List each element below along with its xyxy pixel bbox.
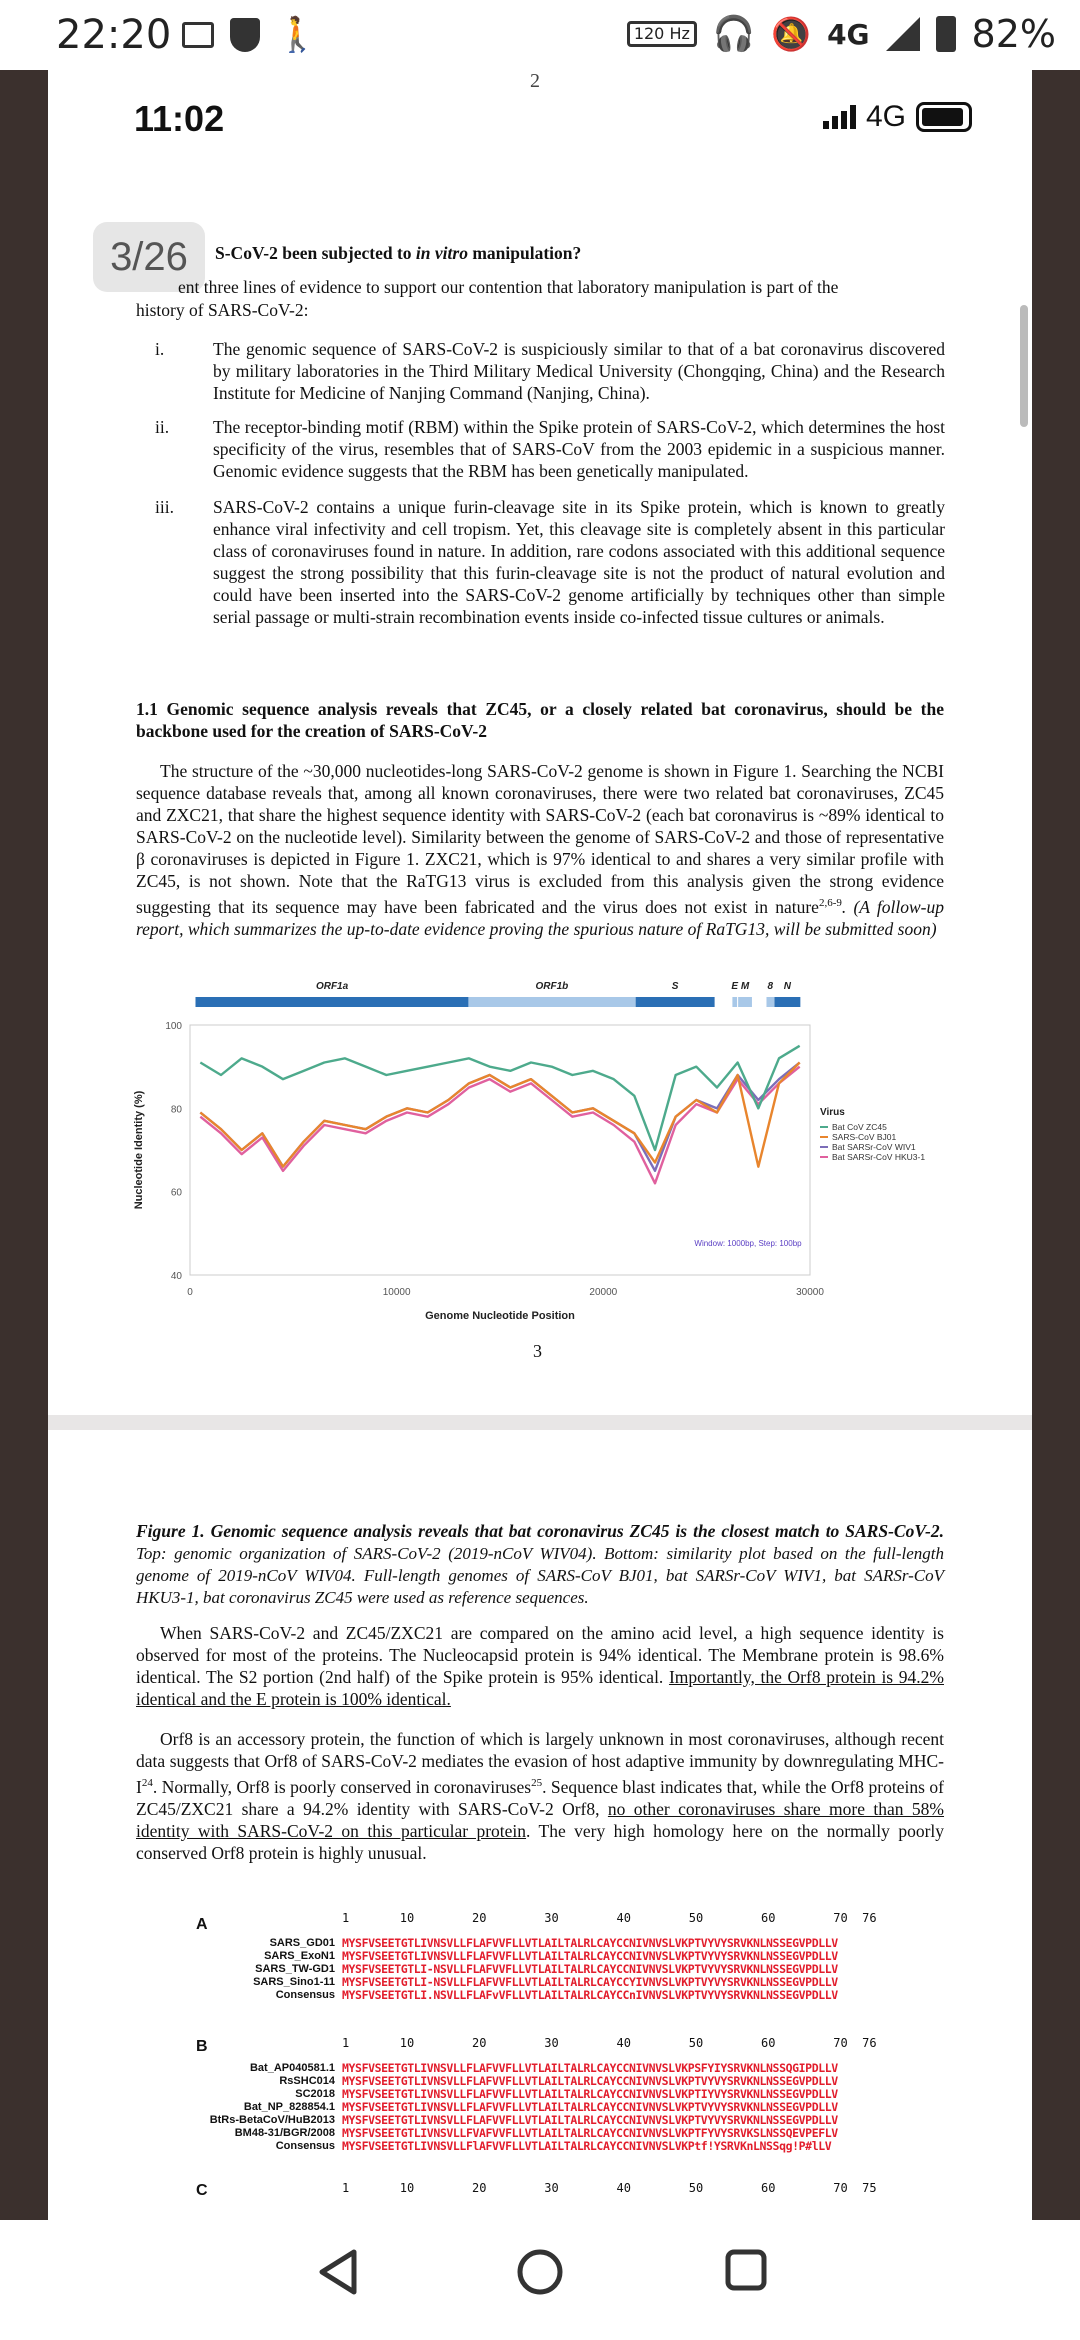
gene-bar bbox=[468, 997, 635, 1007]
figure-caption bbox=[136, 1520, 944, 1609]
sequence-row: MYSFVSEETGTLI-NSVLLFLAFVVFLLVTLAILTALRLCAYCCNIVNVSLVKPTVYVYSRVKNLNSSEGVPDLLV bbox=[342, 1962, 838, 1976]
gene-label: ORF1a bbox=[315, 981, 349, 992]
paragraph-text: Orf8 is an accessory protein, the function of which is largely unknown in most coronaviruses, although recent data suggests that Orf8 of SARS-CoV-2 mediates the evasion of host adaptive immunity by downregulating MHC-I bbox=[136, 1729, 944, 1797]
citation: 25 bbox=[531, 1777, 543, 1789]
group-letter: B bbox=[196, 2038, 208, 2055]
list-text: SARS-CoV-2 contains a unique furin-cleavage site in its Spike protein, which is known to greatly enhance viral infectivity and cell tropism. Yet, this cleavage site is completely absent in this particular class of coronaviruses found in nature. In addition, rare codons associated with this additional sequence suggest the strong possibility that this furin-cleavage site is not the product of natural evolution and could have been inserted into the SARS-CoV-2 genome artificially by techniques other than simple serial passage or multi-strain recombination events inside co-infected tissue cultures or animals. bbox=[213, 497, 945, 627]
heading-text: S-CoV-2 been subjected to bbox=[215, 243, 416, 263]
intro-line-2: history of SARS-CoV-2: bbox=[136, 300, 309, 320]
paragraph-text: . Sequence blast indicates that, while the Orf8 proteins of ZC45/ZXC21 share a 94.2% identity with SARS-CoV-2 Orf8, bbox=[136, 1776, 944, 1819]
group-letter: A bbox=[196, 1916, 208, 1933]
inner-signal-icon bbox=[823, 105, 856, 129]
battery-icon bbox=[936, 16, 956, 52]
legend-title: Virus bbox=[820, 1107, 845, 1118]
home-button[interactable] bbox=[516, 2248, 564, 2301]
paragraph-text: . Normally, Orf8 is poorly conserved in coronaviruses bbox=[152, 1776, 532, 1797]
sequence-row: MYSFVSEETGTLIVNSVLLFLAFVVFLLVTLAILTALRLCAYCCNIVNVSLVKPTVYVYSRVKNLNSSEGVPDLLV bbox=[342, 2113, 838, 2127]
sequence-row: MYSFVSEETGTLIVNSVLLFLAFVVFLLVTLAILTALRLCAYCCNIVNVSLVKPSFYIYSRVKNLNSSQGIPDLLV bbox=[342, 2061, 838, 2075]
sequence-label: BtRs-BetaCoV/HuB2013 bbox=[209, 2114, 335, 2126]
signal-icon bbox=[886, 17, 920, 51]
list-text: The receptor-binding motif (RBM) within the Spike protein of SARS-CoV-2, which determines the host specificity of the virus, resembles that of SARS-CoV from the 2003 epidemic in a suspicious manner. Genomic evidence suggests that the RBM has been genetically manipulated. bbox=[213, 417, 945, 481]
series-line bbox=[200, 1063, 799, 1167]
section-paragraph bbox=[136, 760, 944, 940]
sequence-row: MYSFVSEETGTLIVNSVLLFLAFVVFLLVTLAILTALRLCAYCCNIVNVSLVKPTVYVYSRVKNLNSSEGVPDLLV bbox=[342, 2074, 838, 2088]
sequence-row: MYSFVSEETGTLIVNSVLLFLAFVVFLLVTLAILTALRLCAYCCNIVNVSLVKPTVYVYSRVKNLNSSEGVPDLLV bbox=[342, 1936, 838, 1950]
gene-bar bbox=[766, 997, 774, 1007]
sequence-label: SC2018 bbox=[295, 2088, 335, 2100]
window-annotation: Window: 1000bp, Step: 100bp bbox=[694, 1238, 802, 1248]
sequence-row: MYSFVSEETGTLIVNSVLLFLAFVVFLLVTLAILTALRLCAYCCNIVNVSLVKPTVYVYSRVKNLNSSEGVPDLLV bbox=[342, 1949, 838, 1963]
status-left-icons bbox=[182, 15, 319, 55]
gene-bar bbox=[732, 997, 737, 1007]
alignment-ruler: 1 10 20 30 40 50 60 70 76 bbox=[342, 2036, 877, 2050]
intro-line-1: ent three lines of evidence to support our contention that laboratory manipulation is part of the bbox=[178, 277, 839, 297]
headset-icon: 🎧 bbox=[712, 14, 756, 54]
paragraph-1 bbox=[136, 1622, 944, 1710]
y-tick-label: 60 bbox=[170, 1187, 182, 1199]
status-bar bbox=[0, 0, 1080, 70]
inner-network: 4G bbox=[865, 100, 906, 133]
gallery-icon bbox=[182, 22, 214, 48]
gene-bar bbox=[774, 997, 800, 1007]
sequence-label: SARS_TW-GD1 bbox=[255, 1963, 335, 1975]
alignment-ruler: 1 10 20 30 40 50 60 70 75 bbox=[342, 2181, 877, 2195]
shield-icon bbox=[230, 18, 260, 52]
navigation-bar bbox=[0, 2220, 1080, 2340]
list-item bbox=[155, 338, 945, 404]
sequence-row: MYSFVSEETGTLIVNSVLLFlAFVVFLLVTLAILTALRLCAYCCNIVNVSLVKPtf!YSRVKnLNSSqg!P#lLV bbox=[342, 2139, 832, 2153]
gene-label: E bbox=[731, 981, 739, 992]
gene-label: N bbox=[783, 981, 791, 992]
gene-label: S bbox=[671, 981, 679, 992]
sequence-row: MYSFVSEETGTLI-NSVLLFLAFVVFLLVTLAILTALRLCAYCCYIVNVSLVKPTVYVYSRVKNLNSSEGVPDLLV bbox=[342, 1975, 838, 1989]
sequence-label: Consensus bbox=[275, 1989, 335, 2001]
back-icon bbox=[318, 2248, 358, 2296]
caption-title: Figure 1. Genomic sequence analysis reveals that bat coronavirus ZC45 is the closest match to SARS-CoV-2. bbox=[136, 1521, 944, 1541]
section-title: 1.1 Genomic sequence analysis reveals that ZC45, or a closely related bat coronavirus, should be the backbone used for the creation of SARS-CoV-2 bbox=[136, 699, 944, 741]
gene-bar bbox=[195, 997, 468, 1007]
x-tick-label: 0 bbox=[187, 1287, 193, 1298]
gene-label: ORF1b bbox=[535, 981, 569, 992]
chart-svg bbox=[130, 955, 990, 1335]
caption-text: Top: genomic organization of SARS-CoV-2 (2019-nCoV WIV04). Bottom: similarity plot based on the full-length genome of 2019-nCoV WIV04. Full-length genomes of SARS-CoV BJ01, bat SARSr-CoV WIV1, bat SARSr-CoV HKU3-1, bat coronavirus ZC45 were used as reference sequences. bbox=[136, 1544, 944, 1607]
recents-button[interactable] bbox=[724, 2248, 768, 2297]
inner-phone-status bbox=[48, 70, 1032, 150]
series-line bbox=[200, 1067, 799, 1184]
group-letter: C bbox=[196, 2182, 208, 2199]
page-number: 3 bbox=[533, 1341, 542, 1361]
legend-entry: Bat SARSr-CoV HKU3-1 bbox=[832, 1152, 926, 1162]
y-axis-label: Nucleotide Identity (%) bbox=[133, 1090, 145, 1210]
gene-bar bbox=[636, 997, 715, 1007]
inner-battery-icon bbox=[916, 102, 972, 132]
walking-icon: 🚶 bbox=[276, 15, 319, 55]
sequence-row: MYSFVSEETGTLIVNSVLLFLAFVVFLLVTLAILTALRLCAYCCNIVNVSLVKPTVYVYSRVKNLNSSEGVPDLLV bbox=[342, 2100, 838, 2114]
y-tick-label: 100 bbox=[165, 1021, 182, 1032]
network-type: 4G bbox=[827, 17, 870, 51]
sequence-row: MYSFVSEETGTLIVNSVLLFVAFVVFLLVTLAILTALRLCAYCCNIVNVSLVKPTFYVYSRVKSLNSSQEVPEFLV bbox=[342, 2126, 838, 2140]
list-number: iii. bbox=[155, 497, 174, 517]
sequence-alignment bbox=[170, 1912, 930, 2212]
sequence-label: SARS_ExoN1 bbox=[264, 1950, 335, 1962]
gene-label: M bbox=[740, 981, 750, 992]
home-icon bbox=[516, 2248, 564, 2296]
gene-label: 8 bbox=[767, 981, 774, 992]
legend-entry: Bat SARSr-CoV WIV1 bbox=[832, 1142, 916, 1152]
legend-entry: Bat CoV ZC45 bbox=[832, 1122, 887, 1132]
x-tick-label: 30000 bbox=[796, 1287, 824, 1298]
list-number: ii. bbox=[155, 417, 170, 437]
sequence-label: RsSHC014 bbox=[279, 2075, 335, 2087]
citation: 24 bbox=[141, 1777, 153, 1789]
sequence-row: MYSFVSEETGTLI.NSVLLFLAFvVFLLVTLAILTALRLCAYCCnIVNVSLVKPTVYVYSRVKNLNSSEGVPDLLV bbox=[342, 1988, 838, 2002]
x-tick-label: 20000 bbox=[589, 1287, 618, 1298]
list-item bbox=[155, 496, 945, 628]
similarity-chart bbox=[130, 955, 990, 1335]
scrollbar[interactable] bbox=[1020, 305, 1028, 427]
status-time: 22:20 bbox=[56, 12, 172, 58]
list-item bbox=[155, 416, 945, 482]
page-separator bbox=[48, 1415, 1032, 1430]
inner-signal bbox=[823, 100, 972, 134]
sequence-label: Bat_AP040581.1 bbox=[249, 2062, 335, 2074]
paragraph-underline: Importantly, the Orf8 protein is 94.2% identical and the E protein is 100% identical. bbox=[136, 1667, 944, 1709]
alignment-ruler: 1 10 20 30 40 50 60 70 76 bbox=[342, 1911, 877, 1925]
back-button[interactable] bbox=[318, 2248, 358, 2301]
paragraph-text: . The very high homology here on the normally poorly conserved Orf8 protein is highly unusual. bbox=[136, 1820, 945, 1863]
status-right-icons bbox=[627, 12, 1056, 56]
sequence-label: SARS_GD01 bbox=[269, 1937, 335, 1949]
y-tick-label: 80 bbox=[170, 1104, 182, 1116]
frame-left bbox=[0, 70, 48, 2220]
paragraph-italic: . (A follow-up report, which summarizes the up-to-date evidence proving the spurious nature of RaTG13, will be submitted soon) bbox=[136, 896, 944, 939]
inner-time: 11:02 bbox=[134, 98, 225, 139]
gene-bar bbox=[738, 997, 752, 1007]
legend-entry: SARS-CoV BJ01 bbox=[832, 1132, 897, 1142]
mute-icon: 🔕 bbox=[771, 15, 812, 53]
heading-end: manipulation? bbox=[467, 243, 582, 263]
frame-right bbox=[1032, 70, 1080, 2220]
heading-italic: in vitro bbox=[415, 243, 468, 263]
x-tick-label: 10000 bbox=[382, 1287, 411, 1298]
section-heading bbox=[215, 242, 1005, 264]
paragraph-2 bbox=[136, 1728, 944, 1864]
paragraph-text: When SARS-CoV-2 and ZC45/ZXC21 are compared on the amino acid level, a high sequence identity is observed for most of the proteins. The Nucleocapsid protein is 94% identical. The Membrane protein is 98.6% identical. The S2 portion (2nd half) of the Spike protein is 95% identical. bbox=[136, 1623, 944, 1687]
x-axis-label: Genome Nucleotide Position bbox=[425, 1310, 575, 1322]
sequence-row: MYSFVSEETGTLIVNSVLLFLAFVVFLLVTLAILTALRLCAYCCNIVNVSLVKPTIYVYSRVKNLNSSEGVPDLLV bbox=[342, 2087, 838, 2101]
recents-icon bbox=[724, 2248, 768, 2292]
paragraph-underline: no other coronaviruses share more than 58% identity with SARS-CoV-2 on this particular protein bbox=[136, 1798, 945, 1841]
sequence-label: Consensus bbox=[275, 2140, 335, 2152]
sequence-label: BM48-31/BGR/2008 bbox=[234, 2127, 335, 2139]
page-fragment: 2 bbox=[530, 70, 540, 92]
series-line bbox=[200, 1046, 799, 1150]
plot-frame bbox=[190, 1025, 810, 1275]
citation: 2,6-9 bbox=[818, 897, 842, 909]
list-number: i. bbox=[155, 339, 165, 359]
battery-percent: 82% bbox=[971, 12, 1056, 56]
sequence-label: SARS_Sino1-11 bbox=[253, 1976, 335, 1988]
paragraph-text: The structure of the ~30,000 nucleotides-long SARS-CoV-2 genome is shown in Figure 1. Searching the NCBI sequence database reveals that, among all known coronaviruses, there were two related bat coronaviruses, ZC45 and ZXC21, that share the highest sequence identity with SARS-CoV-2 (each bat coronavirus is ~89% identical to SARS-CoV-2 on the nucleotide level). Similarity between the genome of SARS-CoV-2 and those of representative β coronaviruses is depicted in Figure 1. ZXC21, which is 97% identical to and shares a very similar profile with ZC45, is not shown. Note that the RaTG13 virus is excluded from this analysis given the strong evidence suggesting that its sequence may have been fabricated and the virus does not exist in nature bbox=[136, 761, 944, 917]
refresh-rate-icon: 120 Hz bbox=[627, 21, 697, 47]
y-tick-label: 40 bbox=[170, 1271, 182, 1282]
list-text: The genomic sequence of SARS-CoV-2 is suspiciously similar to that of a bat coronavirus discovered by military laboratories in the Third Military Medical University (Chongqing, China) and the Research Institute for Medicine of Nanjing Command (Nanjing, China). bbox=[213, 339, 945, 403]
sequence-label: Bat_NP_828854.1 bbox=[243, 2101, 335, 2113]
page-indicator: 3/26 bbox=[93, 222, 205, 292]
